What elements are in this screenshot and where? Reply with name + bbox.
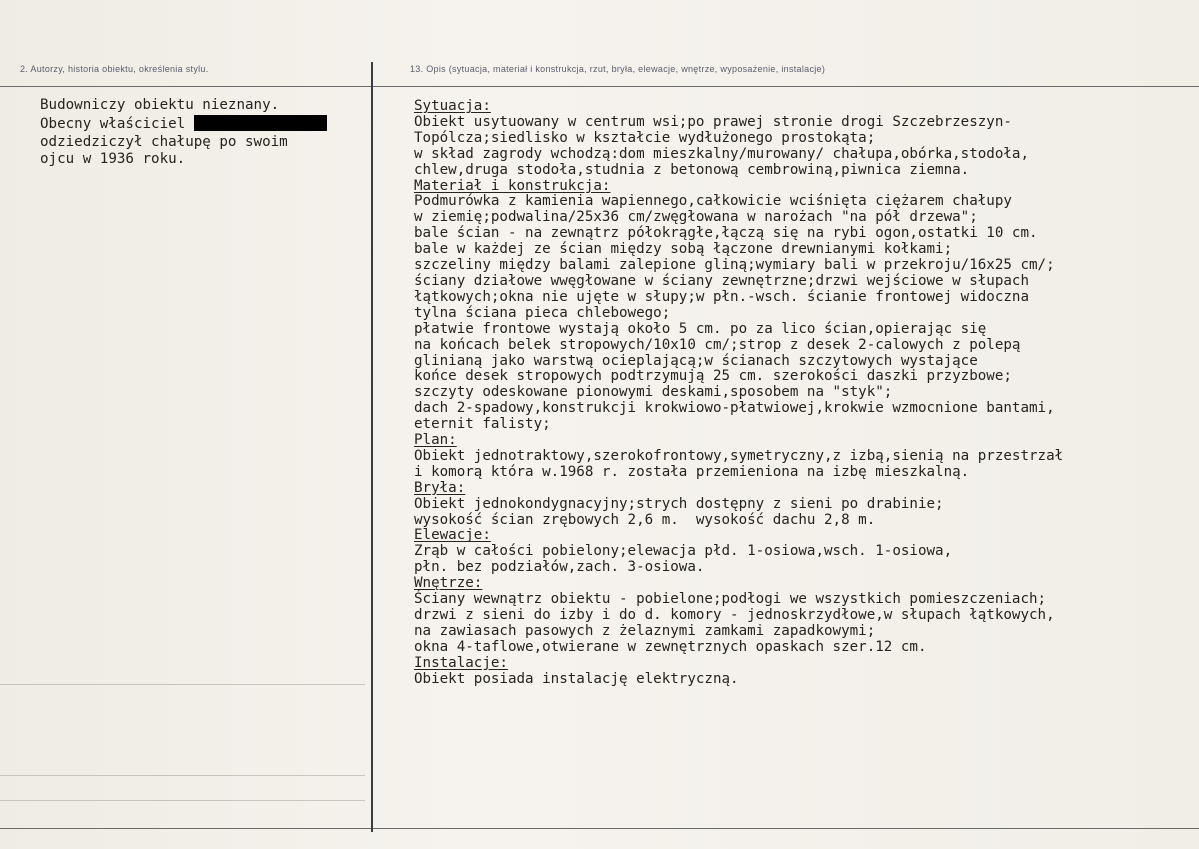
text-line: tylna ściana pieca chlebowego; <box>414 304 671 321</box>
text-line: Obiekt usytuowany w centrum wsi;po prawej stronie drogi Szczebrzeszyn- <box>414 113 1012 130</box>
text-line: szczeliny między balami zalepione gliną;wymiary bali w przekroju/16x25 cm/; <box>414 257 1055 274</box>
description-text <box>414 99 1063 688</box>
owner-line: ojcu w 1936 roku. <box>40 151 186 168</box>
text-line: Obiekt posiada instalację elektryczną. <box>414 670 739 687</box>
faint-rule <box>0 684 365 685</box>
text-line: na zawiasach pasowych z żelaznymi zamkami zapadkowymi; <box>414 622 876 639</box>
redacted-name <box>194 115 327 131</box>
faint-rule <box>0 800 365 801</box>
section-heading-bryla: Bryła: <box>414 479 466 496</box>
text-line: bale w każdej ze ścian między sobą łączone drewnianymi kołkami; <box>414 241 953 258</box>
text-line: Zrąb w całości pobielony;elewacja płd. 1-osiowa,wsch. 1-osiowa, <box>414 543 953 560</box>
section-heading-sytuacja: Sytuacja: <box>414 98 491 114</box>
section-heading-plan: Plan: <box>414 432 457 449</box>
text-line: wysokość ścian zrębowych 2,6 m. wysokość dachu 2,8 m. <box>414 511 876 528</box>
section-heading-wnetrze: Wnętrze: <box>414 575 483 592</box>
text-line: łątkowych;okna nie ujęte w słupy;w płn.-wsch. ścianie frontowej widoczna <box>414 288 1029 305</box>
text-line: w skład zagrody wchodzą:dom mieszkalny/murowany/ chałupa,obórka,stodoła, <box>414 145 1029 162</box>
field-label-authors: 2. Autorzy, historia obiektu, określenia stylu. <box>20 64 209 74</box>
text-line: Topólcza;siedlisko w kształcie wydłużonego prostokąta; <box>414 129 876 146</box>
text-line: płn. bez podziałów,zach. 3-osiowa. <box>414 559 705 576</box>
text-line: płatwie frontowe wystają około 5 cm. po za lico ścian,opierając się <box>414 320 987 337</box>
text-line: glinianą jako warstwą ocieplającą;w ścianach szczytowych wystające <box>414 352 978 369</box>
text-line: Obiekt jednotraktowy,szerokofrontowy,symetryczny,z izbą,sienią na przestrzał <box>414 447 1064 464</box>
text-line: Obiekt jednokondygnacyjny;strych dostępny z sieni po drabinie; <box>414 495 944 512</box>
text-line: Ściany wewnątrz obiektu - pobielone;podłogi we wszystkich pomieszczeniach; <box>414 591 1047 608</box>
section-heading-instalacje: Instalacje: <box>414 654 508 671</box>
text-line: bale ścian - na zewnątrz półokrągłe,łączą się na rybi ogon,ostatki 10 cm. <box>414 225 1038 242</box>
text-line: Podmurówka z kamienia wapiennego,całkowicie wciśnięta ciężarem chałupy <box>414 193 1012 210</box>
text-line: na końcach belek stropowych/10x10 cm/;strop z desek 2-calowych z polepą <box>414 336 1021 353</box>
footer-rule <box>0 828 1199 829</box>
owner-line: odziedziczył chałupę po swoim <box>40 133 288 150</box>
owner-info <box>40 97 327 169</box>
text-line: szczyty odeskowane pionowymi deskami,sposobem na "styk"; <box>414 384 893 401</box>
text-line: okna 4-taflowe,otwierane w zewnętrznych opaskach szer.12 cm. <box>414 638 927 655</box>
text-line: w ziemię;podwalina/25x36 cm/zwęgłowana w narożach "na pół drzewa"; <box>414 209 978 226</box>
owner-line: Budowniczy obiektu nieznany. <box>40 97 280 113</box>
text-line: chlew,druga stodoła,studnia z betonową cembrowiną,piwnica ziemna. <box>414 161 970 178</box>
section-heading-elewacje: Elewacje: <box>414 527 491 544</box>
text-line: drzwi z sieni do izby i do d. komory - jednoskrzydłowe,w słupach łątkowych, <box>414 607 1055 623</box>
section-heading-material: Materiał i konstrukcja: <box>414 177 611 194</box>
faint-rule <box>0 775 365 776</box>
text-line: i komorą która w.1968 r. została przemieniona na izbę mieszkalną. <box>414 463 970 480</box>
column-divider <box>371 62 373 832</box>
text-line: końce desek stropowych podtrzymują 25 cm. szerokości daszki przyzbowe; <box>414 368 1012 385</box>
text-line: dach 2-spadowy,konstrukcji krokwiowo-płatwiowej,krokwie wzmocnione bantami, <box>414 400 1055 417</box>
text-line: eternit falisty; <box>414 416 551 433</box>
header-rule <box>0 86 1199 87</box>
field-label-description: 13. Opis (sytuacja, materiał i konstrukcja, rzut, bryła, elewacje, wnętrze, wyposażenie, instalacje) <box>410 64 826 74</box>
text-line: ściany działowe wwęgłowane w ściany zewnętrzne;drzwi wejściowe w słupach <box>414 272 1029 289</box>
owner-line: Obecny właściciel <box>40 115 194 132</box>
